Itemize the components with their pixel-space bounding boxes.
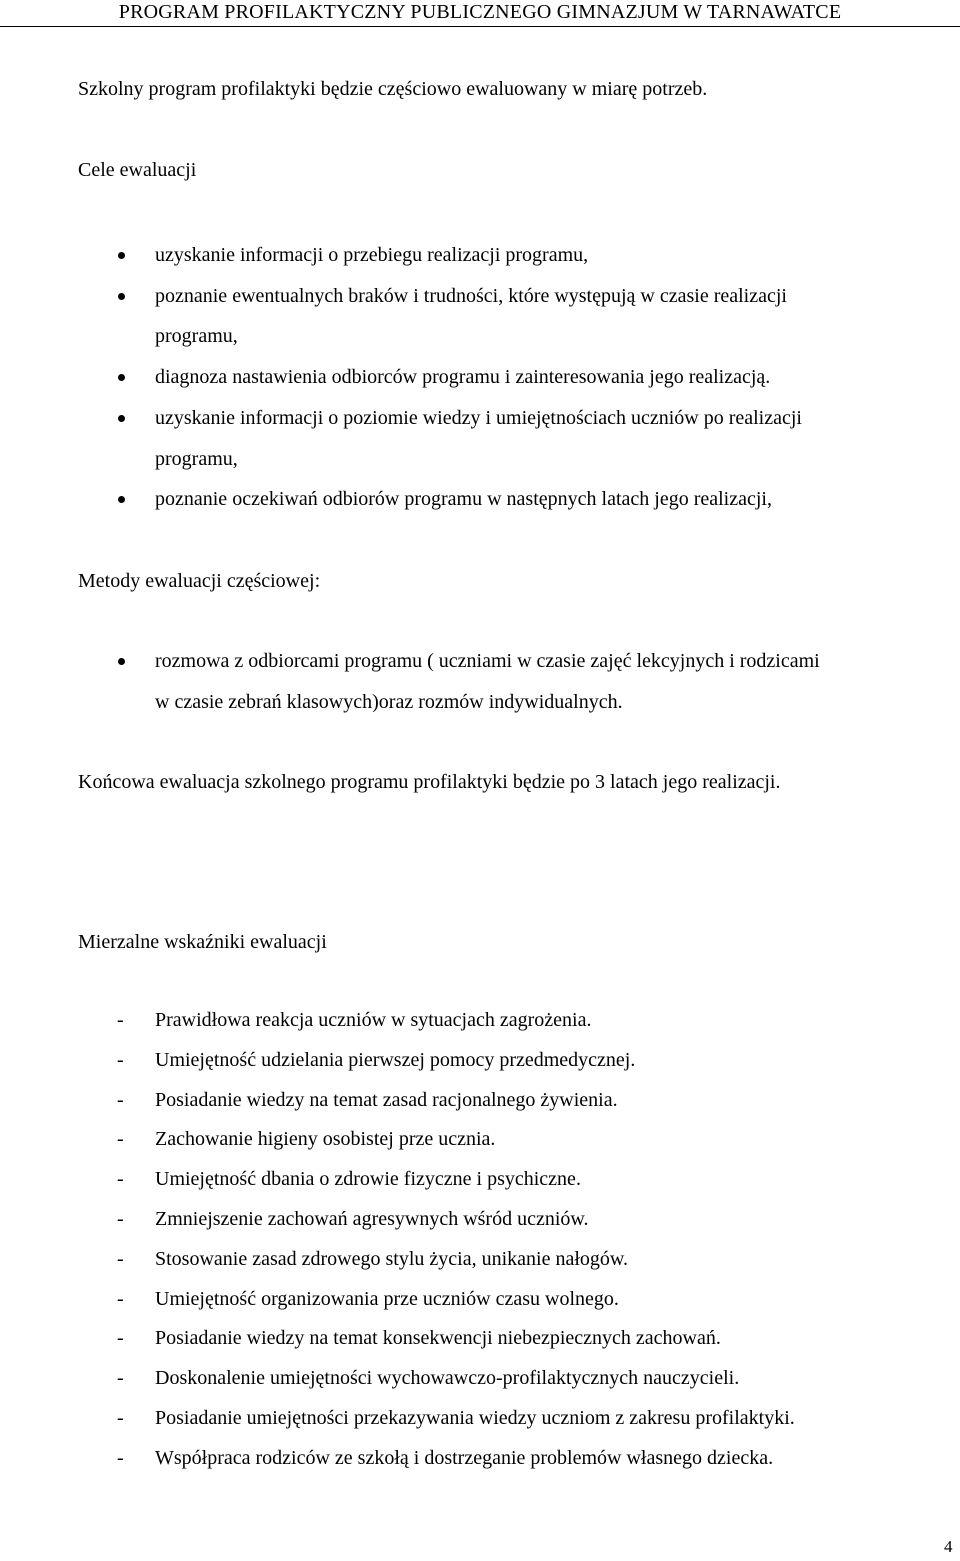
goal-item-continuation: programu, bbox=[155, 325, 238, 347]
dash-marker: - bbox=[117, 1168, 124, 1190]
indicator-item: Zachowanie higieny osobistej prze ucznia. bbox=[155, 1128, 496, 1150]
method-item-continuation: w czasie zebrań klasowych)oraz rozmów indywidualnych. bbox=[155, 691, 623, 713]
indicator-item: Umiejętność udzielania pierwszej pomocy przedmedycznej. bbox=[155, 1049, 636, 1071]
bullet-icon bbox=[118, 496, 125, 503]
indicator-item: Umiejętność dbania o zdrowie fizyczne i psychiczne. bbox=[155, 1168, 581, 1190]
indicator-item: Doskonalenie umiejętności wychowawczo-profilaktycznych nauczycieli. bbox=[155, 1367, 740, 1389]
bullet-icon bbox=[118, 293, 125, 300]
dash-marker: - bbox=[117, 1049, 124, 1071]
goal-item: uzyskanie informacji o poziomie wiedzy i umiejętnościach uczniów po realizacji bbox=[155, 407, 802, 429]
goal-item-continuation: programu, bbox=[155, 448, 238, 470]
goal-item: poznanie oczekiwań odbiorów programu w następnych latach jego realizacji, bbox=[155, 488, 772, 510]
final-evaluation-note: Końcowa ewaluacja szkolnego programu profilaktyki będzie po 3 latach jego realizacji. bbox=[78, 771, 781, 793]
bullet-icon bbox=[118, 374, 125, 381]
dash-marker: - bbox=[117, 1248, 124, 1270]
indicator-item: Prawidłowa reakcja uczniów w sytuacjach zagrożenia. bbox=[155, 1009, 592, 1031]
bullet-icon bbox=[118, 252, 125, 259]
dash-marker: - bbox=[117, 1447, 124, 1469]
goal-item: poznanie ewentualnych braków i trudności, które występują w czasie realizacji bbox=[155, 285, 787, 307]
indicator-item: Posiadanie wiedzy na temat zasad racjonalnego żywienia. bbox=[155, 1089, 618, 1111]
method-item: rozmowa z odbiorcami programu ( uczniami w czasie zajęć lekcyjnych i rodzicami bbox=[155, 650, 820, 672]
dash-marker: - bbox=[117, 1128, 124, 1150]
indicator-item: Umiejętność organizowania prze uczniów czasu wolnego. bbox=[155, 1288, 619, 1310]
intro-paragraph: Szkolny program profilaktyki będzie częściowo ewaluowany w miarę potrzeb. bbox=[78, 78, 708, 100]
indicators-heading: Mierzalne wskaźniki ewaluacji bbox=[78, 931, 327, 953]
indicator-item: Zmniejszenie zachowań agresywnych wśród uczniów. bbox=[155, 1208, 589, 1230]
dash-marker: - bbox=[117, 1208, 124, 1230]
dash-marker: - bbox=[117, 1009, 124, 1031]
dash-marker: - bbox=[117, 1407, 124, 1429]
bullet-icon bbox=[118, 658, 125, 665]
goal-item: diagnoza nastawienia odbiorców programu i zainteresowania jego realizacją. bbox=[155, 366, 771, 388]
goals-heading: Cele ewaluacji bbox=[78, 159, 197, 181]
running-header: PROGRAM PROFILAKTYCZNY PUBLICZNEGO GIMNAZJUM W TARNAWATCE bbox=[118, 1, 842, 23]
methods-heading: Metody ewaluacji częściowej: bbox=[78, 570, 321, 592]
dash-marker: - bbox=[117, 1089, 124, 1111]
header-divider bbox=[0, 26, 960, 27]
indicator-item: Posiadanie wiedzy na temat konsekwencji niebezpiecznych zachowań. bbox=[155, 1327, 721, 1349]
indicator-item: Posiadanie umiejętności przekazywania wiedzy uczniom z zakresu profilaktyki. bbox=[155, 1407, 795, 1429]
page-number: 4 bbox=[944, 1537, 953, 1556]
indicator-item: Współpraca rodziców ze szkołą i dostrzeganie problemów własnego dziecka. bbox=[155, 1447, 774, 1469]
bullet-icon bbox=[118, 415, 125, 422]
goal-item: uzyskanie informacji o przebiegu realizacji programu, bbox=[155, 244, 589, 266]
dash-marker: - bbox=[117, 1367, 124, 1389]
dash-marker: - bbox=[117, 1327, 124, 1349]
indicator-item: Stosowanie zasad zdrowego stylu życia, unikanie nałogów. bbox=[155, 1248, 629, 1270]
dash-marker: - bbox=[117, 1288, 124, 1310]
